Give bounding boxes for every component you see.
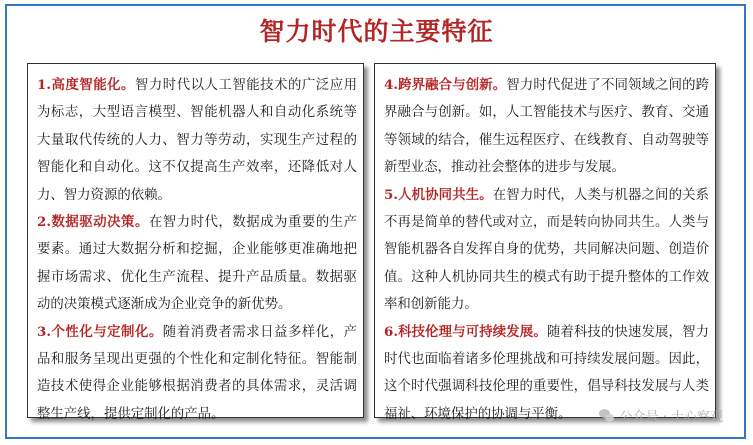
left-panel — [27, 63, 364, 422]
feature-item-3 — [37, 319, 357, 429]
feature-heading: 6.科技伦理与可持续发展。 — [384, 323, 547, 340]
feature-heading: 4.跨界融合与创新。 — [384, 77, 507, 93]
feature-item-5 — [384, 182, 709, 319]
feature-text: 随着科技的快速发展，智力时代也面临着诸多伦理挑战和可持续发展问题。因此，这个时代强调科技伦理的重要性，倡导科技发展与人类福祉、环境保护的协调与平衡。 — [384, 324, 709, 422]
feature-text: 在智力时代，数据成为重要的生产要素。通过大数据分析和挖掘，企业能够更准确地把握市场需求、优化生产流程、提升产品质量。数据驱动的决策模式逐渐成为企业竞争的新优势。 — [37, 215, 358, 313]
feature-text: 随着消费者需求日益多样化，产品和服务呈现出更强的个性化和定制化特征。智能制造技术使得企业能够根据消费者的具体需求，灵活调整生产线，提供定制化的产品。 — [37, 324, 357, 422]
feature-text: 智力时代以人工智能技术的广泛应用为标志，大型语言模型、智能机器人和自动化系统等大量取代传统的人力、智力等劳动，实现生产过程的智能化和自动化。这不仅提高生产效率，还降低对人力、智力资源的依赖。 — [37, 78, 358, 203]
watermark — [599, 406, 723, 425]
feature-item-4 — [384, 72, 709, 182]
feature-heading: 1.高度智能化。 — [37, 77, 135, 93]
page-title: 智力时代的主要特征 — [259, 17, 494, 46]
feature-text: 在智力时代，人类与机器之间的关系不再是简单的替代或对立，而是转向协同共生。人类与智能机器各自发挥自身的优势，共同解决问题、创造价值。这种人机协同共生的模式有助于提升整体的工作效率和创新能力。 — [384, 187, 710, 313]
feature-heading: 3.个性化与定制化。 — [37, 323, 163, 340]
feature-text: 智力时代促进了不同领域之间的跨界融合与创新。如，人工智能技术与医疗、教育、交通等领域的结合，催生远程医疗、在线教育、自动驾驶等新型业态，推动社会整体的进步与发展。 — [384, 78, 710, 176]
feature-heading: 5.人机协同共生。 — [384, 186, 493, 203]
feature-item-2 — [37, 209, 357, 319]
wechat-icon — [599, 409, 615, 423]
feature-heading: 2.数据驱动决策。 — [37, 214, 149, 231]
watermark-text: 公众号 · 十心察观 — [619, 410, 723, 425]
feature-item-1 — [37, 72, 357, 209]
